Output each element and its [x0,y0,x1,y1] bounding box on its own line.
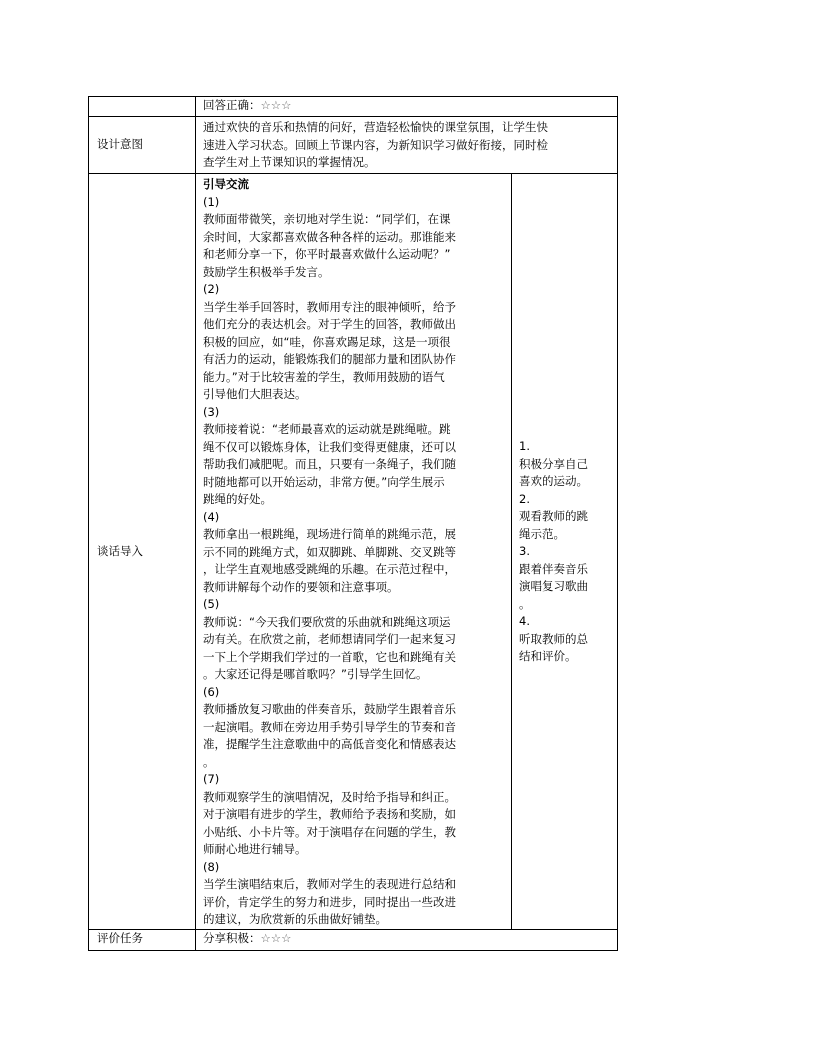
activity-line: 。 [203,754,215,769]
activity-line: 引导他们大胆表达。 [203,387,307,401]
step-number: (1) [203,194,220,209]
student-activity-line: 听取教师的总 [519,631,588,646]
section-heading: 引导交流 [203,177,249,191]
activity-line: 。大家还记得是哪首歌吗？”引导学生回忆。 [203,667,428,681]
activity-line: 时随地都可以开始运动，非常方便。”向学生展示 [203,474,445,489]
activity-line: 和老师分享一下，你平时最喜欢做什么运动呢？” [203,247,451,261]
activity-line: 鼓励学生积极举手发言。 [203,264,330,279]
talk-intro-label: 谈话导入 [89,174,196,930]
activity-line: 教师面带微笑，亲切地对学生说：“同学们，在课 [203,212,451,226]
activity-line: 跳绳的好处。 [203,492,272,506]
activity-line: 教师接着说：“老师最喜欢的运动就是跳绳啦。跳 [203,422,451,436]
activity-line: 教师观察学生的演唱情况，及时给予指导和纠正。 [203,789,456,804]
row1-content [196,97,618,117]
activity-line: 准，提醒学生注意歌曲中的高低音变化和情感表达 [203,737,456,751]
activity-line: 能力。”对于比较害羞的学生，教师用鼓励的语气 [203,369,445,384]
student-activity-line: 。 [519,596,531,611]
activity-line: 绳不仅可以锻炼身体，让我们变得更健康，还可以 [203,439,456,454]
activity-line: 当学生举手回答时，教师用专注的眼神倾听，给予 [203,299,456,314]
student-activity-line: 喜欢的运动。 [519,474,588,488]
teacher-activity-cell [196,174,512,930]
design-intent-text [196,117,618,174]
activity-line: 有活力的运动，能锻炼我们的腿部力量和团队协作 [203,352,456,366]
student-activity-line: 绳示范。 [519,526,565,541]
design-intent-line: 速进入学习状态。回顾上节课内容，为新知识学习做好衔接，同时检 [203,137,548,152]
step-number: (7) [203,772,220,786]
design-intent-line: 查学生对上节课知识的掌握情况。 [203,155,376,169]
student-activity-line: 4. [519,614,530,628]
step-number: (3) [203,404,220,419]
activity-line: 师耐心地进行辅导。 [203,842,307,856]
student-activity-line: 3. [519,544,530,558]
student-activity-line: 积极分享自己 [519,456,588,471]
student-activity-line: 演唱复习歌曲 [519,579,588,593]
step-number: (6) [203,684,220,699]
share-rating-label: 分享积极： [203,930,261,945]
student-activity-line: 观看教师的跳 [519,509,588,523]
step-number: (8) [203,859,220,874]
student-activity-line: 1. [519,439,530,453]
activity-line: 教师说：“今天我们要欣赏的乐曲就和跳绳这项运 [203,614,451,629]
activity-line: 教师拿出一根跳绳，现场进行简单的跳绳示范，展 [203,527,456,541]
activity-line: ，让学生直观地感受跳绳的乐趣。在示范过程中， [203,562,456,576]
activity-line: 教师讲解每个动作的要领和注意事项。 [203,579,399,594]
row-design-intent [89,117,618,174]
activity-line: 一起演唱。教师在旁边用手势引导学生的节奏和音 [203,719,456,734]
star-rating-icon: ☆☆☆ [260,98,292,112]
student-activity-line: 跟着伴奏音乐 [519,561,588,576]
activity-line: 动有关。在欣赏之前，老师想请同学们一起来复习 [203,632,456,646]
activity-line: 积极的回应，如“哇，你喜欢踢足球，这是一项很 [203,334,451,349]
row-answer-rating [89,97,618,117]
step-number: (2) [203,282,220,296]
activity-line: 帮助我们减肥呢。而且，只要有一条绳子，我们随 [203,457,456,471]
student-activity-cell [512,174,618,930]
design-intent-line: 通过欢快的音乐和热情的问好，营造轻松愉快的课堂氛围，让学生快 [203,120,548,134]
row1-label [89,97,196,117]
activity-line: 一下上个学期我们学过的一首歌，它也和跳绳有关 [203,649,456,664]
activity-line: 示不同的跳绳方式，如双脚跳、单脚跳、交叉跳等 [203,544,456,559]
lesson-plan-table [88,96,618,951]
student-activity-line: 结和评价。 [519,649,577,663]
activity-line: 的建议，为欣赏新的乐曲做好铺垫。 [203,912,387,926]
step-number: (5) [203,597,220,611]
activity-line: 小贴纸、小卡片等。对于演唱存在问题的学生，教 [203,824,456,839]
design-intent-label: 设计意图 [89,117,196,174]
answer-rating-label: 回答正确： [203,98,261,112]
activity-line: 余时间，大家都喜欢做各种各样的运动。那谁能来 [203,229,456,244]
activity-line: 评价，肯定学生的努力和进步，同时提出一些改进 [203,894,456,909]
step-number: (4) [203,509,220,524]
activity-line: 教师播放复习歌曲的伴奏音乐，鼓励学生跟着音乐 [203,702,456,716]
evaluation-task-label: 评价任务 [89,929,196,950]
activity-line: 当学生演唱结束后，教师对学生的表现进行总结和 [203,877,456,891]
star-rating-icon: ☆☆☆ [260,930,292,945]
row-talk-introduction [89,174,618,930]
evaluation-task-content [196,929,618,950]
activity-line: 他们充分的表达机会。对于学生的回答，教师做出 [203,317,456,331]
activity-line: 对于演唱有进步的学生，教师给予表扬和奖励，如 [203,807,456,821]
student-activity-line: 2. [519,491,530,506]
row-evaluation-task [89,929,618,950]
